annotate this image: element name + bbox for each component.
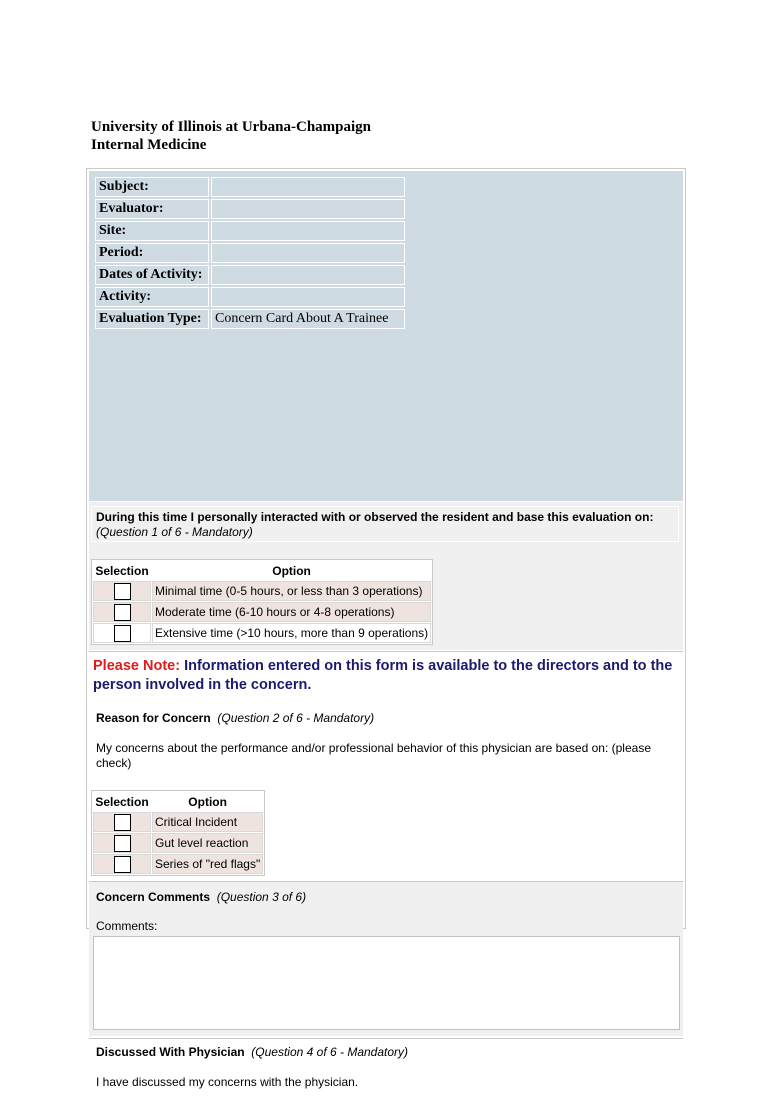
selection-column-header: Selection (93, 792, 151, 811)
disclosure-note (93, 657, 683, 695)
info-value: Concern Card About A Trainee (211, 309, 405, 329)
info-row-dates-of-activity (95, 265, 405, 285)
option-row[interactable] (93, 581, 431, 601)
option-row[interactable] (93, 812, 263, 832)
info-row-evaluation-type (95, 309, 405, 329)
option-checkbox[interactable] (114, 814, 131, 831)
question-2-title: Reason for Concern (96, 711, 211, 725)
option-checkbox[interactable] (114, 583, 131, 600)
question-4-title: Discussed With Physician (96, 1045, 245, 1059)
option-checkbox[interactable] (114, 625, 131, 642)
question-1-options-table (91, 559, 433, 645)
info-row-activity (95, 287, 405, 307)
option-column-header: Option (152, 792, 263, 811)
info-label: Activity: (95, 287, 209, 307)
info-label: Site: (95, 221, 209, 241)
info-row-site (95, 221, 405, 241)
option-row[interactable] (93, 833, 263, 853)
info-row-subject (95, 177, 405, 197)
question-2-section (89, 651, 683, 879)
question-4-description: I have discussed my concerns with the physician. (96, 1075, 359, 1089)
option-label: Series of "red flags" (152, 854, 263, 874)
question-3-title: Concern Comments (96, 890, 211, 904)
info-row-period (95, 243, 405, 263)
option-checkbox[interactable] (114, 835, 131, 852)
evaluation-info-section (89, 171, 683, 501)
option-label: Minimal time (0-5 hours, or less than 3 operations) (152, 581, 431, 601)
option-label: Moderate time (6-10 hours or 4-8 operations) (152, 602, 431, 622)
comments-textarea[interactable] (93, 936, 680, 1030)
question-3-section (89, 881, 683, 1036)
form-header (91, 118, 371, 154)
option-label: Extensive time (>10 hours, more than 9 operations) (152, 623, 431, 643)
info-value (211, 177, 405, 197)
option-column-header: Option (152, 561, 431, 580)
option-row[interactable] (93, 623, 431, 643)
note-prefix: Please Note: (93, 658, 181, 674)
question-3-tag: (Question 3 of 6) (216, 890, 307, 904)
info-value (211, 221, 405, 241)
question-1-section (89, 502, 683, 650)
option-row[interactable] (93, 854, 263, 874)
evaluation-info-table (93, 175, 407, 331)
info-value (211, 287, 405, 307)
question-3-prompt (96, 890, 306, 905)
comments-label: Comments: (96, 919, 158, 933)
option-label: Critical Incident (152, 812, 263, 832)
option-checkbox[interactable] (114, 856, 131, 873)
info-value (211, 243, 405, 263)
question-1-tag: (Question 1 of 6 - Mandatory) (96, 525, 253, 539)
question-4-section (89, 1038, 683, 1096)
info-label: Dates of Activity: (95, 265, 209, 285)
info-label: Evaluation Type: (95, 309, 209, 329)
option-checkbox[interactable] (114, 604, 131, 621)
info-label: Subject: (95, 177, 209, 197)
institution-name: University of Illinois at Urbana-Champaign (91, 119, 372, 135)
question-2-options-table (91, 790, 265, 876)
note-text: Information entered on this form is available to the directors and to the person involved in the concern. (93, 658, 673, 693)
question-2-tag: (Question 2 of 6 - Mandatory) (217, 711, 375, 725)
option-label: Gut level reaction (152, 833, 263, 853)
info-row-evaluator (95, 199, 405, 219)
selection-column-header: Selection (93, 561, 151, 580)
info-value (211, 265, 405, 285)
evaluation-form (86, 168, 686, 1089)
question-1-prompt (91, 506, 679, 542)
question-2-description: My concerns about the performance and/or professional behavior of this physician are based on: (please check) (96, 741, 651, 770)
question-1-title: During this time I personally interacted with or observed the resident and base this evaluation on: (96, 510, 654, 524)
option-row[interactable] (93, 602, 431, 622)
question-2-prompt (96, 711, 374, 726)
info-label: Evaluator: (95, 199, 209, 219)
question-4-prompt (96, 1045, 408, 1060)
info-value (211, 199, 405, 219)
question-4-tag: (Question 4 of 6 - Mandatory) (251, 1045, 409, 1059)
info-label: Period: (95, 243, 209, 263)
department-name: Internal Medicine (91, 137, 207, 153)
